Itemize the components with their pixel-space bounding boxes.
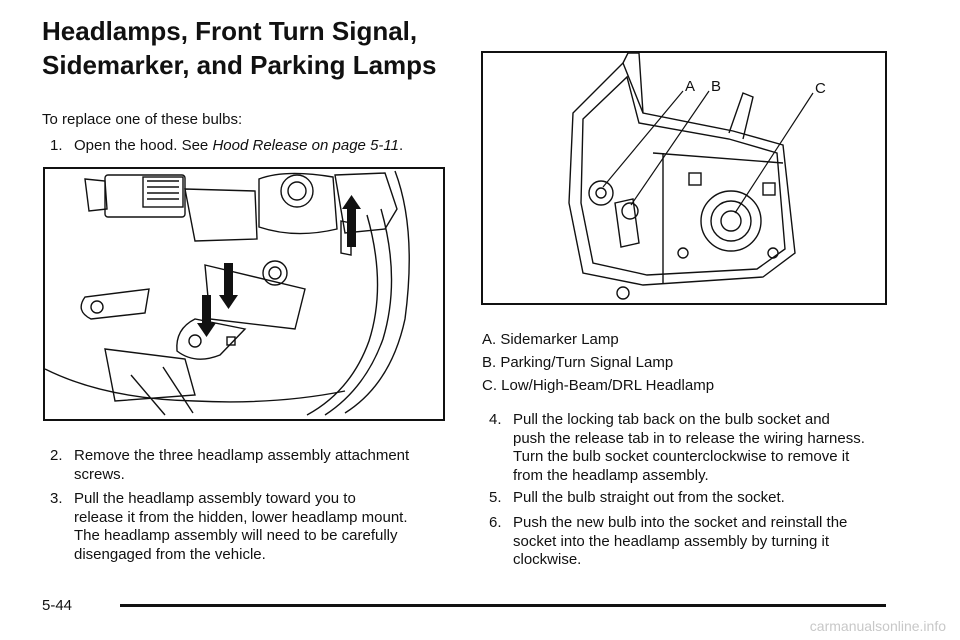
step-2 (50, 447, 450, 487)
page-number: 5-44 (42, 597, 73, 614)
step-text: Pull the headlamp assembly toward you to release it from the hidden, lower headlamp mount. The headlamp assembly will need to be carefully disengaged from the vehicle. (74, 490, 408, 563)
section-title (42, 14, 462, 82)
title-line-1: Headlamps, Front Turn Signal, (42, 16, 418, 46)
title-line-2: Sidemarker, and Parking Lamps (42, 50, 437, 80)
callout-c: C (815, 80, 826, 97)
engine-bay-drawing (45, 169, 443, 419)
footer-rule (120, 604, 886, 607)
step-number: 3. (50, 490, 63, 507)
step-text: Push the new bulb into the socket and reinstall the socket into the headlamp assembly by turning it clockwise. (513, 514, 848, 568)
watermark: carmanualsonline.info (809, 618, 946, 634)
hood-release-reference[interactable]: Hood Release on page 5-11 (212, 137, 399, 154)
caption-a: A. Sidemarker Lamp (482, 331, 619, 348)
step-number: 5. (489, 489, 502, 506)
step-text: Pull the locking tab back on the bulb socket and push the release tab in to release the wiring harness. Turn the bulb socket counterclockwise to remove it from the headlamp assembly. (513, 411, 865, 484)
step-3 (50, 490, 450, 566)
step-5 (489, 489, 899, 509)
caption-b: B. Parking/Turn Signal Lamp (482, 354, 674, 371)
step-1 (50, 137, 450, 157)
headlamp-removal-illustration (43, 167, 445, 421)
step-number: 6. (489, 514, 502, 531)
step-text: Pull the bulb straight out from the socket. (513, 489, 785, 506)
headlamp-assembly-drawing (483, 53, 885, 303)
callout-a: A (685, 78, 696, 95)
step-text: Open the hood. See Hood Release on page 5-11. (74, 137, 404, 154)
callout-b: B (711, 78, 722, 95)
step-number: 4. (489, 411, 502, 428)
caption-c: C. Low/High-Beam/DRL Headlamp (482, 377, 715, 394)
intro-text: To replace one of these bulbs: (42, 111, 243, 128)
step-text: Remove the three headlamp assembly attachment screws. (74, 447, 410, 483)
step-number: 2. (50, 447, 63, 464)
step-6 (489, 514, 899, 572)
step-4 (489, 411, 899, 487)
step-number: 1. (50, 137, 63, 154)
headlamp-bulbs-illustration (481, 51, 887, 305)
